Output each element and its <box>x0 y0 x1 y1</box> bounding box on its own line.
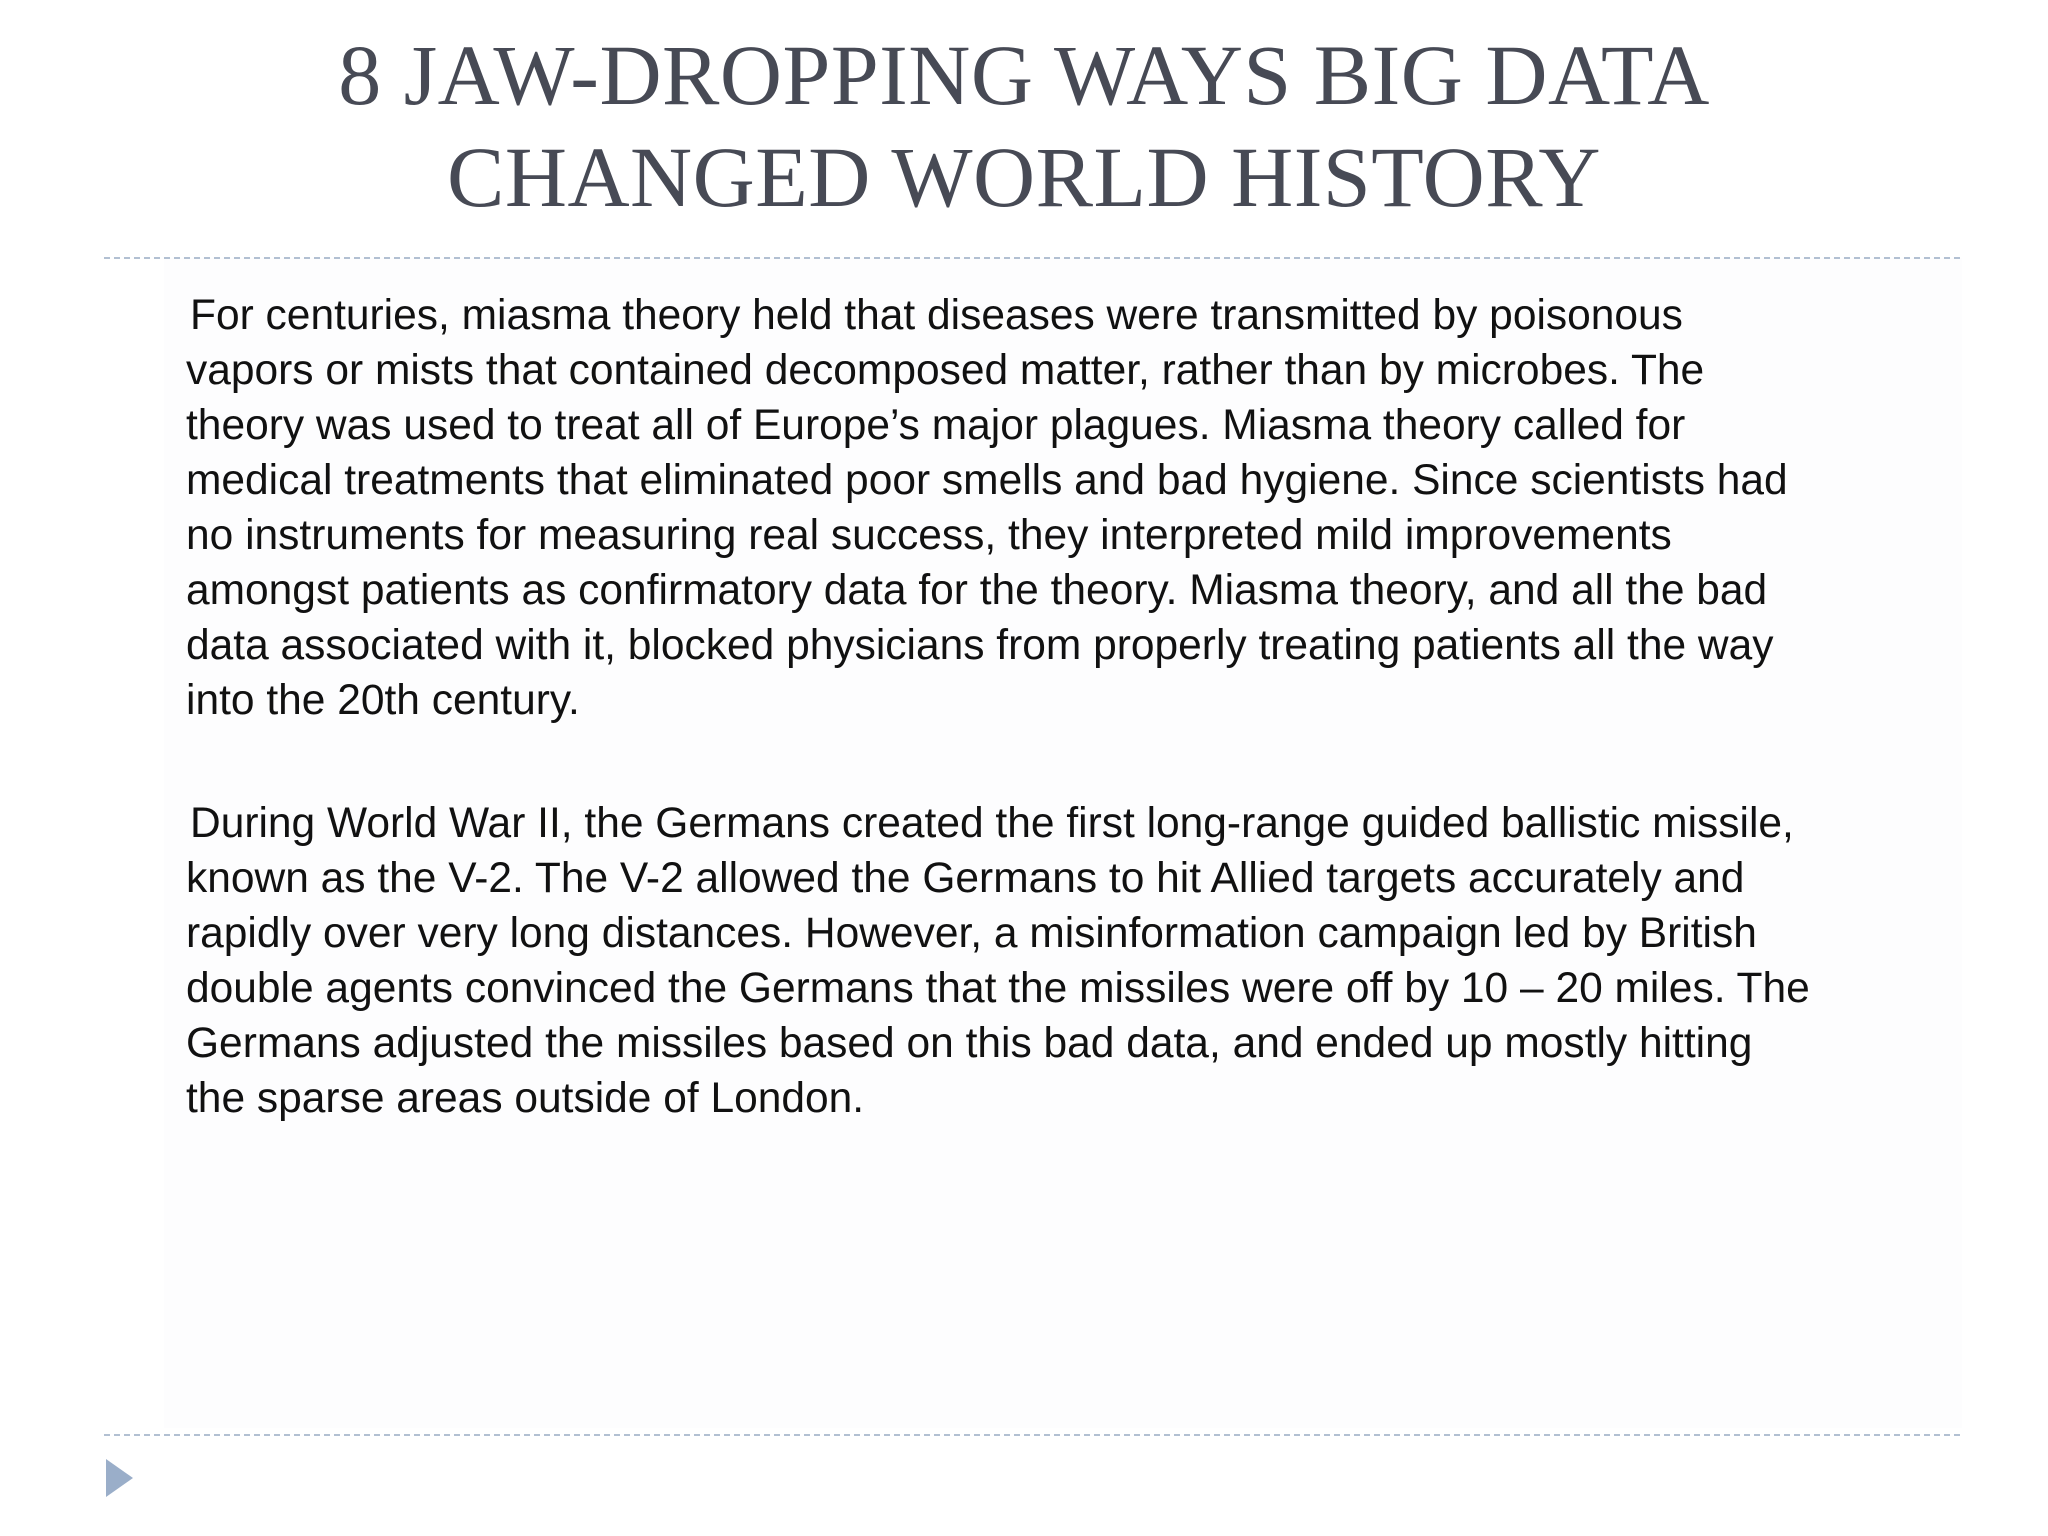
paragraph-line: no instruments for measuring real success, they interpreted mild improvements <box>186 512 1672 559</box>
top-divider <box>104 257 1960 259</box>
paragraph-line: double agents convinced the Germans that the missiles were off by 10 – 20 miles. The <box>186 965 1810 1012</box>
paragraph-line: into the 20th century. <box>186 677 580 724</box>
paragraph-miasma <box>186 288 1986 728</box>
paragraph-line: For centuries, miasma theory held that diseases were transmitted by poisonous <box>190 292 1683 339</box>
slide-body <box>186 288 1986 1194</box>
slide-title <box>100 24 1948 228</box>
paragraph-line: rapidly over very long distances. However, a misinformation campaign led by British <box>186 910 1757 957</box>
title-line-1: 8 JAW-DROPPING WAYS BIG DATA <box>338 27 1710 123</box>
paragraph-line: medical treatments that eliminated poor smells and bad hygiene. Since scientists had <box>186 457 1788 504</box>
paragraph-line: During World War II, the Germans created the first long-range guided ballistic missile, <box>190 800 1794 847</box>
paragraph-line: theory was used to treat all of Europe’s major plagues. Miasma theory called for <box>186 402 1686 449</box>
paragraph-line: amongst patients as confirmatory data for the theory. Miasma theory, and all the bad <box>186 567 1768 614</box>
triangle-right-icon[interactable] <box>104 1458 134 1498</box>
paragraph-v2-missile <box>186 796 1986 1126</box>
paragraph-line: data associated with it, blocked physicians from properly treating patients all the way <box>186 622 1774 669</box>
paragraph-line: known as the V-2. The V-2 allowed the Germans to hit Allied targets accurately and <box>186 855 1745 902</box>
paragraph-line: vapors or mists that contained decomposed matter, rather than by microbes. The <box>186 347 1705 394</box>
bottom-divider <box>104 1434 1960 1436</box>
paragraph-line: the sparse areas outside of London. <box>186 1075 865 1122</box>
paragraph-line: Germans adjusted the missiles based on this bad data, and ended up mostly hitting <box>186 1020 1753 1067</box>
title-line-2: CHANGED WORLD HISTORY <box>446 129 1602 225</box>
